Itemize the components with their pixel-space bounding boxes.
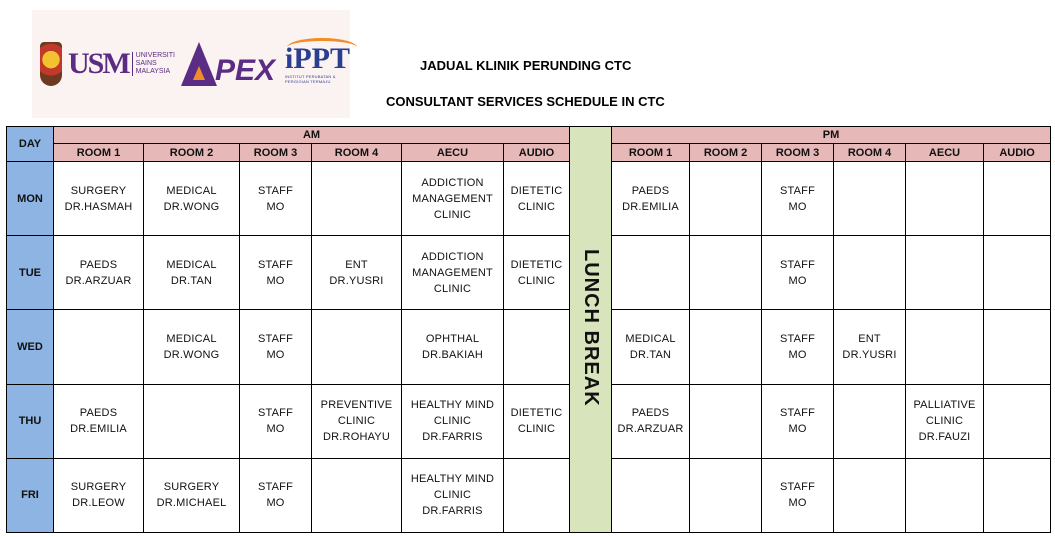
ippt-logo-mark: iPPT: [285, 42, 350, 75]
schedule-row-tue: [7, 236, 1051, 310]
pm-cell-5: [906, 310, 984, 384]
am-cell-4: [312, 310, 402, 384]
am-cell-5: [402, 310, 504, 384]
cell-line: ENT: [858, 332, 881, 345]
pm-cell-4: [834, 310, 906, 384]
am-cell-5: [402, 384, 504, 458]
usm-logo-mark: USM: [68, 47, 129, 80]
cell-line: SURGERY: [163, 481, 220, 494]
am-cell-1: [54, 162, 144, 236]
cell-line: HEALTHY MIND: [410, 399, 495, 412]
cell-line: DR.BAKIAH: [421, 348, 484, 361]
cell-line: CLINIC: [337, 415, 376, 428]
pm-cell-1: [612, 310, 690, 384]
pm-cell-3: [762, 236, 834, 310]
ippt-logo: [285, 44, 350, 84]
pm-room-header-6: AUDIO: [984, 144, 1051, 162]
cell-line: DR.ARZUAR: [65, 274, 132, 287]
am-cell-5: [402, 236, 504, 310]
cell-line: PALLIATIVE: [913, 399, 976, 412]
cell-line: HEALTHY MIND: [410, 473, 495, 486]
am-cell-1: [54, 236, 144, 310]
cell-line: PAEDS: [79, 407, 118, 420]
cell-line: ENT: [345, 258, 368, 271]
cell-line: CLINIC: [433, 489, 472, 502]
pm-cell-1: [612, 162, 690, 236]
cell-line: MO: [788, 423, 807, 436]
am-cell-6: [504, 458, 570, 532]
usm-logo-text: [132, 52, 175, 76]
cell-line: DR.FAUZI: [918, 431, 971, 444]
title-malay: JADUAL KLINIK PERUNDING CTC: [420, 58, 632, 73]
am-room-header-1: ROOM 1: [54, 144, 144, 162]
am-header: AM: [54, 127, 570, 144]
cell-line: MEDICAL: [166, 258, 217, 271]
cell-line: MO: [266, 348, 285, 361]
am-cell-2: [144, 458, 240, 532]
usm-logo: [68, 47, 175, 81]
pm-cell-6: [984, 162, 1051, 236]
cell-line: CLINIC: [517, 423, 556, 436]
am-cell-4: [312, 384, 402, 458]
pm-room-header-1: ROOM 1: [612, 144, 690, 162]
cell-line: DR.ROHAYU: [323, 431, 390, 444]
cell-line: DIETETIC: [510, 184, 563, 197]
cell-line: DIETETIC: [510, 258, 563, 271]
ippt-logo-subtitle: INSTITUT PERUBATAN & PERGIGIAN TERMAJU: [285, 74, 336, 84]
day-label: MON: [7, 162, 54, 236]
cell-line: MO: [266, 200, 285, 213]
cell-line: DR.LEOW: [72, 497, 125, 510]
usm-crest-logo: [40, 42, 62, 86]
cell-line: CLINIC: [925, 415, 964, 428]
schedule-table: [6, 126, 1051, 533]
pm-cell-6: [984, 310, 1051, 384]
pm-cell-4: [834, 162, 906, 236]
schedule-row-wed: [7, 310, 1051, 384]
cell-line: OPHTHAL: [425, 332, 480, 345]
cell-line: PAEDS: [631, 184, 670, 197]
cell-line: STAFF: [780, 407, 816, 420]
cell-line: SURGERY: [70, 184, 127, 197]
cell-line: DR.WONG: [163, 200, 220, 213]
pm-cell-2: [690, 458, 762, 532]
cell-line: DR.MICHAEL: [156, 497, 227, 510]
cell-line: STAFF: [780, 258, 816, 271]
cell-line: STAFF: [780, 481, 816, 494]
pm-room-header-3: ROOM 3: [762, 144, 834, 162]
pm-cell-6: [984, 236, 1051, 310]
lunch-break-column: [570, 127, 612, 533]
pm-cell-2: [690, 236, 762, 310]
cell-line: DR.EMILIA: [70, 423, 127, 436]
cell-line: DIETETIC: [510, 407, 563, 420]
pm-header: PM: [612, 127, 1051, 144]
cell-line: PREVENTIVE: [320, 399, 393, 412]
pm-cell-3: [762, 458, 834, 532]
cell-line: PAEDS: [79, 258, 118, 271]
day-header: DAY: [7, 127, 54, 162]
am-cell-6: [504, 310, 570, 384]
cell-line: CLINIC: [433, 415, 472, 428]
schedule-row-mon: [7, 162, 1051, 236]
pm-cell-5: [906, 162, 984, 236]
am-room-header-4: ROOM 4: [312, 144, 402, 162]
am-cell-6: [504, 162, 570, 236]
pm-cell-1: [612, 236, 690, 310]
cell-line: DR.WONG: [163, 348, 220, 361]
am-cell-3: [240, 162, 312, 236]
pm-cell-2: [690, 310, 762, 384]
cell-line: DR.HASMAH: [64, 200, 133, 213]
usm-logo-line: SAINS: [135, 60, 157, 67]
am-room-header-3: ROOM 3: [240, 144, 312, 162]
day-label: TUE: [7, 236, 54, 310]
cell-line: STAFF: [257, 258, 293, 271]
pm-cell-2: [690, 384, 762, 458]
pm-cell-4: [834, 236, 906, 310]
cell-line: STAFF: [257, 332, 293, 345]
apex-logo-text: PEX: [214, 54, 275, 87]
am-cell-2: [144, 236, 240, 310]
cell-line: STAFF: [257, 184, 293, 197]
apex-logo: [181, 42, 275, 86]
pm-room-header-5: AECU: [906, 144, 984, 162]
cell-line: MEDICAL: [166, 332, 217, 345]
am-cell-4: [312, 458, 402, 532]
am-cell-1: [54, 310, 144, 384]
cell-line: PAEDS: [631, 407, 670, 420]
title-english: CONSULTANT SERVICES SCHEDULE IN CTC: [386, 94, 665, 109]
cell-line: MO: [788, 200, 807, 213]
am-cell-5: [402, 458, 504, 532]
cell-line: DR.YUSRI: [329, 274, 384, 287]
usm-logo-line: UNIVERSITI: [135, 52, 175, 59]
cell-line: MANAGEMENT: [412, 192, 493, 205]
am-room-header-5: AECU: [402, 144, 504, 162]
pm-cell-2: [690, 162, 762, 236]
cell-line: DR.FARRIS: [422, 431, 483, 444]
pm-room-header-2: ROOM 2: [690, 144, 762, 162]
am-cell-2: [144, 384, 240, 458]
cell-line: CLINIC: [517, 274, 556, 287]
schedule-row-thu: [7, 384, 1051, 458]
usm-logo-line: MALAYSIA: [135, 68, 171, 75]
cell-line: STAFF: [257, 481, 293, 494]
pm-cell-5: [906, 458, 984, 532]
am-cell-5: [402, 162, 504, 236]
am-cell-2: [144, 162, 240, 236]
pm-cell-4: [834, 384, 906, 458]
am-room-header-6: AUDIO: [504, 144, 570, 162]
pm-cell-5: [906, 236, 984, 310]
cell-line: STAFF: [780, 184, 816, 197]
cell-line: SURGERY: [70, 481, 127, 494]
cell-line: STAFF: [780, 332, 816, 345]
lunch-break-label: LUNCH BREAK: [580, 249, 603, 407]
cell-line: ADDICTION: [421, 250, 484, 263]
pm-room-header-4: ROOM 4: [834, 144, 906, 162]
am-cell-6: [504, 236, 570, 310]
pm-cell-1: [612, 384, 690, 458]
am-cell-6: [504, 384, 570, 458]
am-cell-4: [312, 162, 402, 236]
cell-line: MO: [788, 348, 807, 361]
pm-cell-3: [762, 384, 834, 458]
am-cell-3: [240, 458, 312, 532]
am-cell-1: [54, 458, 144, 532]
logo-banner: [32, 10, 350, 118]
day-label: THU: [7, 384, 54, 458]
cell-line: CLINIC: [517, 200, 556, 213]
schedule-row-fri: [7, 458, 1051, 532]
am-cell-3: [240, 310, 312, 384]
am-room-header-2: ROOM 2: [144, 144, 240, 162]
cell-line: ADDICTION: [421, 176, 484, 189]
am-cell-2: [144, 310, 240, 384]
cell-line: DR.ARZUAR: [617, 423, 684, 436]
pm-cell-5: [906, 384, 984, 458]
cell-line: MO: [266, 497, 285, 510]
cell-line: MO: [266, 423, 285, 436]
pm-cell-1: [612, 458, 690, 532]
cell-line: MEDICAL: [625, 332, 676, 345]
pm-cell-3: [762, 162, 834, 236]
day-label: FRI: [7, 458, 54, 532]
day-label: WED: [7, 310, 54, 384]
cell-line: MO: [788, 497, 807, 510]
cell-line: MEDICAL: [166, 184, 217, 197]
cell-line: MO: [266, 274, 285, 287]
cell-line: DR.FARRIS: [422, 505, 483, 518]
am-cell-3: [240, 384, 312, 458]
am-cell-3: [240, 236, 312, 310]
cell-line: CLINIC: [433, 282, 472, 295]
am-cell-4: [312, 236, 402, 310]
cell-line: DR.TAN: [629, 348, 672, 361]
period-header-row: [7, 127, 1051, 144]
cell-line: MANAGEMENT: [412, 266, 493, 279]
am-cell-1: [54, 384, 144, 458]
pm-cell-4: [834, 458, 906, 532]
cell-line: DR.EMILIA: [622, 200, 679, 213]
cell-line: STAFF: [257, 407, 293, 420]
cell-line: DR.YUSRI: [842, 348, 897, 361]
cell-line: CLINIC: [433, 208, 472, 221]
cell-line: DR.TAN: [170, 274, 213, 287]
room-header-row: [7, 144, 1051, 162]
pm-cell-3: [762, 310, 834, 384]
apex-logo-mark: [181, 42, 217, 86]
pm-cell-6: [984, 384, 1051, 458]
cell-line: MO: [788, 274, 807, 287]
pm-cell-6: [984, 458, 1051, 532]
